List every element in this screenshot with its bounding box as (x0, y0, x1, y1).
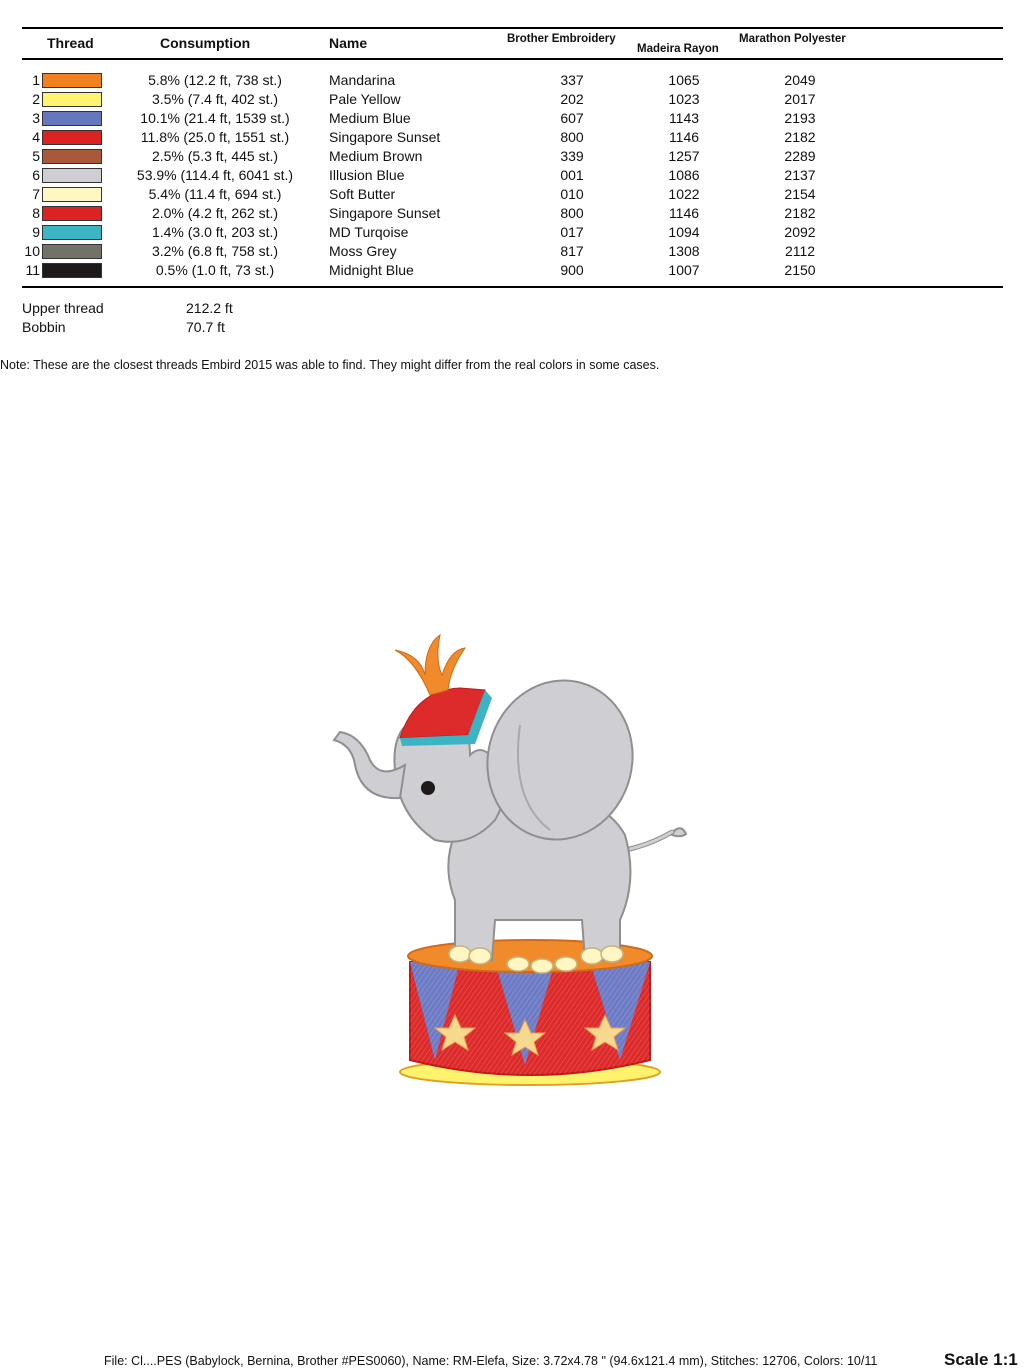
thread-name: Medium Brown (329, 148, 423, 164)
brother-code: 817 (560, 243, 584, 259)
brother-code: 607 (560, 110, 584, 126)
thread-number: 3 (32, 110, 40, 126)
thread-name: Midnight Blue (329, 262, 414, 278)
thread-number: 4 (32, 129, 40, 145)
table-bottom-rule (22, 286, 1003, 288)
brother-code: 800 (560, 205, 584, 221)
elephant-eye (421, 781, 435, 795)
thread-color-swatch (42, 130, 102, 145)
marathon-code: 2154 (784, 186, 816, 202)
header-name: Name (329, 35, 368, 51)
thread-number: 10 (24, 243, 40, 259)
brother-code: 900 (560, 262, 584, 278)
thread-name: Illusion Blue (329, 167, 405, 183)
thread-name: Soft Butter (329, 186, 396, 202)
madeira-code: 1257 (668, 148, 700, 164)
scale-label: Scale 1:1 (944, 1350, 1018, 1369)
thread-name: MD Turqoise (329, 224, 409, 240)
thread-number: 2 (32, 91, 40, 107)
bobbin-value: 70.7 ft (186, 319, 225, 335)
header-thread: Thread (47, 35, 94, 51)
thread-name: Pale Yellow (329, 91, 401, 107)
thread-number: 9 (32, 224, 40, 240)
thread-consumption: 2.0% (4.2 ft, 262 st.) (151, 205, 279, 221)
thread-name: Singapore Sunset (329, 205, 441, 221)
thread-consumption: 5.8% (12.2 ft, 738 st.) (148, 72, 282, 88)
thread-name: Singapore Sunset (329, 129, 441, 145)
thread-consumption: 1.4% (3.0 ft, 203 st.) (151, 224, 279, 240)
marathon-code: 2049 (784, 72, 816, 88)
brother-code: 001 (560, 167, 584, 183)
madeira-code: 1023 (668, 91, 700, 107)
header-madeira: Madeira Rayon (637, 43, 719, 55)
brother-code: 010 (560, 186, 584, 202)
madeira-code: 1086 (668, 167, 700, 183)
bobbin-label: Bobbin (22, 319, 66, 335)
marathon-code: 2193 (784, 110, 816, 126)
madeira-code: 1094 (668, 224, 700, 240)
thread-number: 1 (32, 72, 40, 88)
thread-consumption: 2.5% (5.3 ft, 445 st.) (151, 148, 279, 164)
madeira-code: 1065 (668, 72, 700, 88)
upper-thread-value: 212.2 ft (186, 300, 233, 316)
header-marathon: Marathon Polyester (739, 33, 846, 45)
upper-thread-label: Upper thread (22, 300, 104, 316)
thread-color-swatch (42, 225, 102, 240)
thread-color-swatch (42, 149, 102, 164)
circus-drum (400, 940, 660, 1085)
thread-consumption: 3.5% (7.4 ft, 402 st.) (151, 91, 279, 107)
thread-number: 5 (32, 148, 40, 164)
thread-color-swatch (42, 263, 102, 278)
thread-color-swatch (42, 111, 102, 126)
embroidery-design-preview (320, 620, 710, 1100)
thread-consumption: 5.4% (11.4 ft, 694 st.) (148, 186, 282, 202)
thread-color-swatch (42, 206, 102, 221)
thread-number: 6 (32, 167, 40, 183)
brother-code: 339 (560, 148, 584, 164)
thread-number: 8 (32, 205, 40, 221)
thread-color-swatch (42, 168, 102, 183)
thread-name: Medium Blue (329, 110, 411, 126)
file-info-footer: File: Cl....PES (Babylock, Bernina, Brother #PES0060), Name: RM-Elefa, Size: 3.72x4.78 " (94.6x121.4 mm), Stitches: 12706, Colors: 10/11 (104, 1354, 878, 1368)
marathon-code: 2182 (784, 205, 816, 221)
marathon-code: 2092 (784, 224, 816, 240)
thread-name: Mandarina (329, 72, 396, 88)
madeira-code: 1007 (668, 262, 700, 278)
thread-color-swatch (42, 244, 102, 259)
thread-consumption: 0.5% (1.0 ft, 73 st.) (155, 262, 275, 278)
madeira-code: 1308 (668, 243, 700, 259)
brother-code: 017 (560, 224, 584, 240)
marathon-code: 2182 (784, 129, 816, 145)
thread-color-swatch (42, 92, 102, 107)
thread-consumption: 10.1% (21.4 ft, 1539 st.) (140, 110, 290, 126)
marathon-code: 2017 (784, 91, 816, 107)
thread-consumption: 3.2% (6.8 ft, 758 st.) (151, 243, 279, 259)
thread-number: 7 (32, 186, 40, 202)
madeira-code: 1146 (668, 205, 700, 221)
madeira-code: 1022 (668, 186, 700, 202)
marathon-code: 2289 (784, 148, 816, 164)
thread-consumption: 11.8% (25.0 ft, 1551 st.) (140, 129, 290, 145)
marathon-code: 2112 (784, 243, 816, 259)
thread-color-swatch (42, 73, 102, 88)
madeira-code: 1146 (668, 129, 700, 145)
thread-color-swatch (42, 187, 102, 202)
header-brother: Brother Embroidery (507, 33, 616, 45)
header-consumption: Consumption (160, 35, 251, 51)
brother-code: 800 (560, 129, 584, 145)
thread-note: Note: These are the closest threads Embird 2015 was able to find. They might differ from the real colors in some cases. (0, 358, 660, 372)
thread-number: 11 (25, 262, 40, 278)
marathon-code: 2137 (784, 167, 816, 183)
table-header-rule (22, 58, 1003, 60)
thread-consumption: 53.9% (114.4 ft, 6041 st.) (136, 167, 294, 183)
brother-code: 337 (560, 72, 584, 88)
table-top-rule (22, 27, 1003, 29)
thread-name: Moss Grey (329, 243, 397, 259)
brother-code: 202 (560, 91, 584, 107)
madeira-code: 1143 (668, 110, 700, 126)
marathon-code: 2150 (784, 262, 816, 278)
elephant (334, 635, 686, 973)
